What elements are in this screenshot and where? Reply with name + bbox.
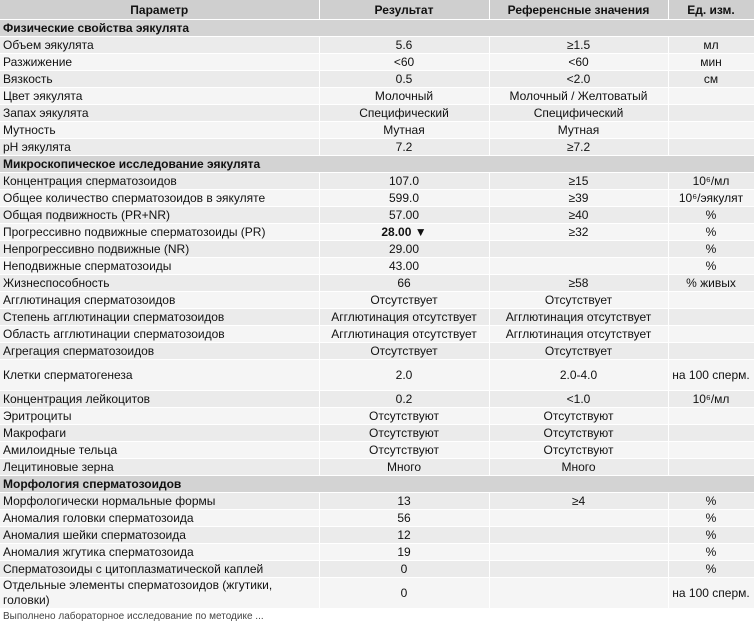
param-cell: Непрогрессивно подвижные (NR) — [0, 241, 319, 258]
reference-cell: ≥32 — [489, 224, 668, 241]
table-row — [0, 510, 754, 527]
table-row — [0, 275, 754, 292]
param-cell: Вязкость — [0, 71, 319, 88]
reference-cell: Агглютинация отсутствует — [489, 326, 668, 343]
table-row — [0, 578, 754, 609]
param-cell: Аномалия жгутика сперматозоида — [0, 544, 319, 561]
header-unit: Ед. изм. — [668, 0, 754, 20]
param-cell: Аномалия головки сперматозоида — [0, 510, 319, 527]
result-cell: 599.0 — [319, 190, 489, 207]
result-cell: 0.5 — [319, 71, 489, 88]
table-row — [0, 88, 754, 105]
result-cell: 57.00 — [319, 207, 489, 224]
unit-cell: % — [668, 561, 754, 578]
param-cell: Лецитиновые зерна — [0, 459, 319, 476]
unit-cell — [668, 292, 754, 309]
reference-cell — [489, 544, 668, 561]
table-row — [0, 442, 754, 459]
reference-cell: Специфический — [489, 105, 668, 122]
unit-cell — [668, 105, 754, 122]
unit-cell — [668, 425, 754, 442]
table-row — [0, 241, 754, 258]
param-cell: Общее количество сперматозоидов в эякуляте — [0, 190, 319, 207]
reference-cell: Отсутствуют — [489, 442, 668, 459]
result-cell: Отсутствуют — [319, 425, 489, 442]
param-cell: Степень агглютинации сперматозоидов — [0, 309, 319, 326]
reference-cell: Много — [489, 459, 668, 476]
param-cell: Цвет эякулята — [0, 88, 319, 105]
table-row — [0, 493, 754, 510]
result-cell: 29.00 — [319, 241, 489, 258]
header-result: Результат — [319, 0, 489, 20]
reference-cell — [489, 561, 668, 578]
param-cell: Эритроциты — [0, 408, 319, 425]
unit-cell: % — [668, 224, 754, 241]
table-row — [0, 207, 754, 224]
result-cell: 5.6 — [319, 37, 489, 54]
section-header-row — [0, 156, 754, 173]
param-cell: Агрегация сперматозоидов — [0, 343, 319, 360]
table-row — [0, 224, 754, 241]
unit-cell — [668, 309, 754, 326]
param-cell: Отдельные элементы сперматозоидов (жгутики, головки) — [0, 578, 319, 609]
result-cell: Отсутствуют — [319, 408, 489, 425]
unit-cell: на 100 сперм. — [668, 578, 754, 609]
unit-cell: % — [668, 493, 754, 510]
table-header-row — [0, 0, 754, 20]
result-cell: 12 — [319, 527, 489, 544]
result-cell: 0.2 — [319, 391, 489, 408]
reference-cell: ≥39 — [489, 190, 668, 207]
reference-cell: Отсутствует — [489, 292, 668, 309]
param-cell: Амилоидные тельца — [0, 442, 319, 459]
table-row — [0, 292, 754, 309]
result-cell: Агглютинация отсутствует — [319, 309, 489, 326]
result-cell: 19 — [319, 544, 489, 561]
result-cell: 13 — [319, 493, 489, 510]
unit-cell — [668, 122, 754, 139]
reference-cell — [489, 258, 668, 275]
table-row — [0, 391, 754, 408]
result-cell: Агглютинация отсутствует — [319, 326, 489, 343]
unit-cell — [668, 408, 754, 425]
param-cell: Аномалия шейки сперматозоида — [0, 527, 319, 544]
table-row — [0, 139, 754, 156]
unit-cell: 10⁶/эякулят — [668, 190, 754, 207]
result-cell: 28.00 ▼ — [319, 224, 489, 241]
table-body — [0, 20, 754, 609]
reference-cell: ≥15 — [489, 173, 668, 190]
reference-cell — [489, 527, 668, 544]
param-cell: Морфологически нормальные формы — [0, 493, 319, 510]
unit-cell: % — [668, 258, 754, 275]
table-row — [0, 326, 754, 343]
unit-cell: см — [668, 71, 754, 88]
footer-note: Выполнено лабораторное исследование по методике ... — [3, 611, 264, 622]
reference-cell — [489, 241, 668, 258]
param-cell: Объем эякулята — [0, 37, 319, 54]
result-cell: Молочный — [319, 88, 489, 105]
param-cell: Разжижение — [0, 54, 319, 71]
reference-cell: Отсутствуют — [489, 408, 668, 425]
table-row — [0, 173, 754, 190]
unit-cell: 10⁶/мл — [668, 391, 754, 408]
table-row — [0, 309, 754, 326]
section-header-row — [0, 476, 754, 493]
param-cell: Мутность — [0, 122, 319, 139]
result-cell: 0 — [319, 561, 489, 578]
table-row — [0, 343, 754, 360]
section-title: Физические свойства эякулята — [0, 20, 754, 37]
reference-cell: Агглютинация отсутствует — [489, 309, 668, 326]
result-cell: 56 — [319, 510, 489, 527]
param-cell: Общая подвижность (PR+NR) — [0, 207, 319, 224]
result-cell: 107.0 — [319, 173, 489, 190]
unit-cell: % — [668, 207, 754, 224]
param-cell: Прогрессивно подвижные сперматозоиды (PR) — [0, 224, 319, 241]
result-cell: <60 — [319, 54, 489, 71]
reference-cell: <2.0 — [489, 71, 668, 88]
param-cell: Агглютинация сперматозоидов — [0, 292, 319, 309]
reference-cell: ≥40 — [489, 207, 668, 224]
param-cell: Запах эякулята — [0, 105, 319, 122]
result-cell: Отсутствует — [319, 343, 489, 360]
unit-cell: % — [668, 241, 754, 258]
section-header-row — [0, 20, 754, 37]
reference-cell: 2.0-4.0 — [489, 360, 668, 391]
header-reference: Референсные значения — [489, 0, 668, 20]
header-param: Параметр — [0, 0, 319, 20]
reference-cell: ≥58 — [489, 275, 668, 292]
param-cell: pH эякулята — [0, 139, 319, 156]
reference-cell: Молочный / Желтоватый — [489, 88, 668, 105]
unit-cell — [668, 343, 754, 360]
param-cell: Концентрация лейкоцитов — [0, 391, 319, 408]
table-row — [0, 360, 754, 391]
table-row — [0, 122, 754, 139]
reference-cell: Отсутствуют — [489, 425, 668, 442]
reference-cell: ≥7.2 — [489, 139, 668, 156]
reference-cell: <1.0 — [489, 391, 668, 408]
result-cell: 7.2 — [319, 139, 489, 156]
result-cell: 2.0 — [319, 360, 489, 391]
param-cell: Область агглютинации сперматозоидов — [0, 326, 319, 343]
table-row — [0, 37, 754, 54]
reference-cell: <60 — [489, 54, 668, 71]
param-cell: Клетки сперматогенеза — [0, 360, 319, 391]
param-cell: Неподвижные сперматозоиды — [0, 258, 319, 275]
param-cell: Концентрация сперматозоидов — [0, 173, 319, 190]
reference-cell — [489, 510, 668, 527]
result-cell: 43.00 — [319, 258, 489, 275]
unit-cell: на 100 сперм. — [668, 360, 754, 391]
result-cell: Отсутствует — [319, 292, 489, 309]
unit-cell — [668, 139, 754, 156]
result-cell: 66 — [319, 275, 489, 292]
table-row — [0, 190, 754, 207]
result-cell: Специфический — [319, 105, 489, 122]
table-row — [0, 544, 754, 561]
reference-cell — [489, 578, 668, 609]
reference-cell: Отсутствует — [489, 343, 668, 360]
unit-cell: 10⁶/мл — [668, 173, 754, 190]
reference-cell: Мутная — [489, 122, 668, 139]
section-title: Морфология сперматозоидов — [0, 476, 754, 493]
unit-cell: % — [668, 510, 754, 527]
section-title: Микроскопическое исследование эякулята — [0, 156, 754, 173]
unit-cell — [668, 459, 754, 476]
table-row — [0, 258, 754, 275]
table-row — [0, 71, 754, 88]
unit-cell — [668, 88, 754, 105]
unit-cell: % живых — [668, 275, 754, 292]
unit-cell: мин — [668, 54, 754, 71]
reference-cell: ≥1.5 — [489, 37, 668, 54]
param-cell: Макрофаги — [0, 425, 319, 442]
param-cell: Сперматозоиды с цитоплазматической каплей — [0, 561, 319, 578]
unit-cell: % — [668, 544, 754, 561]
param-cell: Жизнеспособность — [0, 275, 319, 292]
unit-cell: мл — [668, 37, 754, 54]
result-cell: Много — [319, 459, 489, 476]
table-row — [0, 54, 754, 71]
result-cell: Отсутствуют — [319, 442, 489, 459]
table-row — [0, 425, 754, 442]
table-row — [0, 408, 754, 425]
unit-cell: % — [668, 527, 754, 544]
reference-cell: ≥4 — [489, 493, 668, 510]
table-row — [0, 561, 754, 578]
table-row — [0, 105, 754, 122]
unit-cell — [668, 442, 754, 459]
result-cell: 0 — [319, 578, 489, 609]
table-row — [0, 459, 754, 476]
result-cell: Мутная — [319, 122, 489, 139]
table-row — [0, 527, 754, 544]
unit-cell — [668, 326, 754, 343]
